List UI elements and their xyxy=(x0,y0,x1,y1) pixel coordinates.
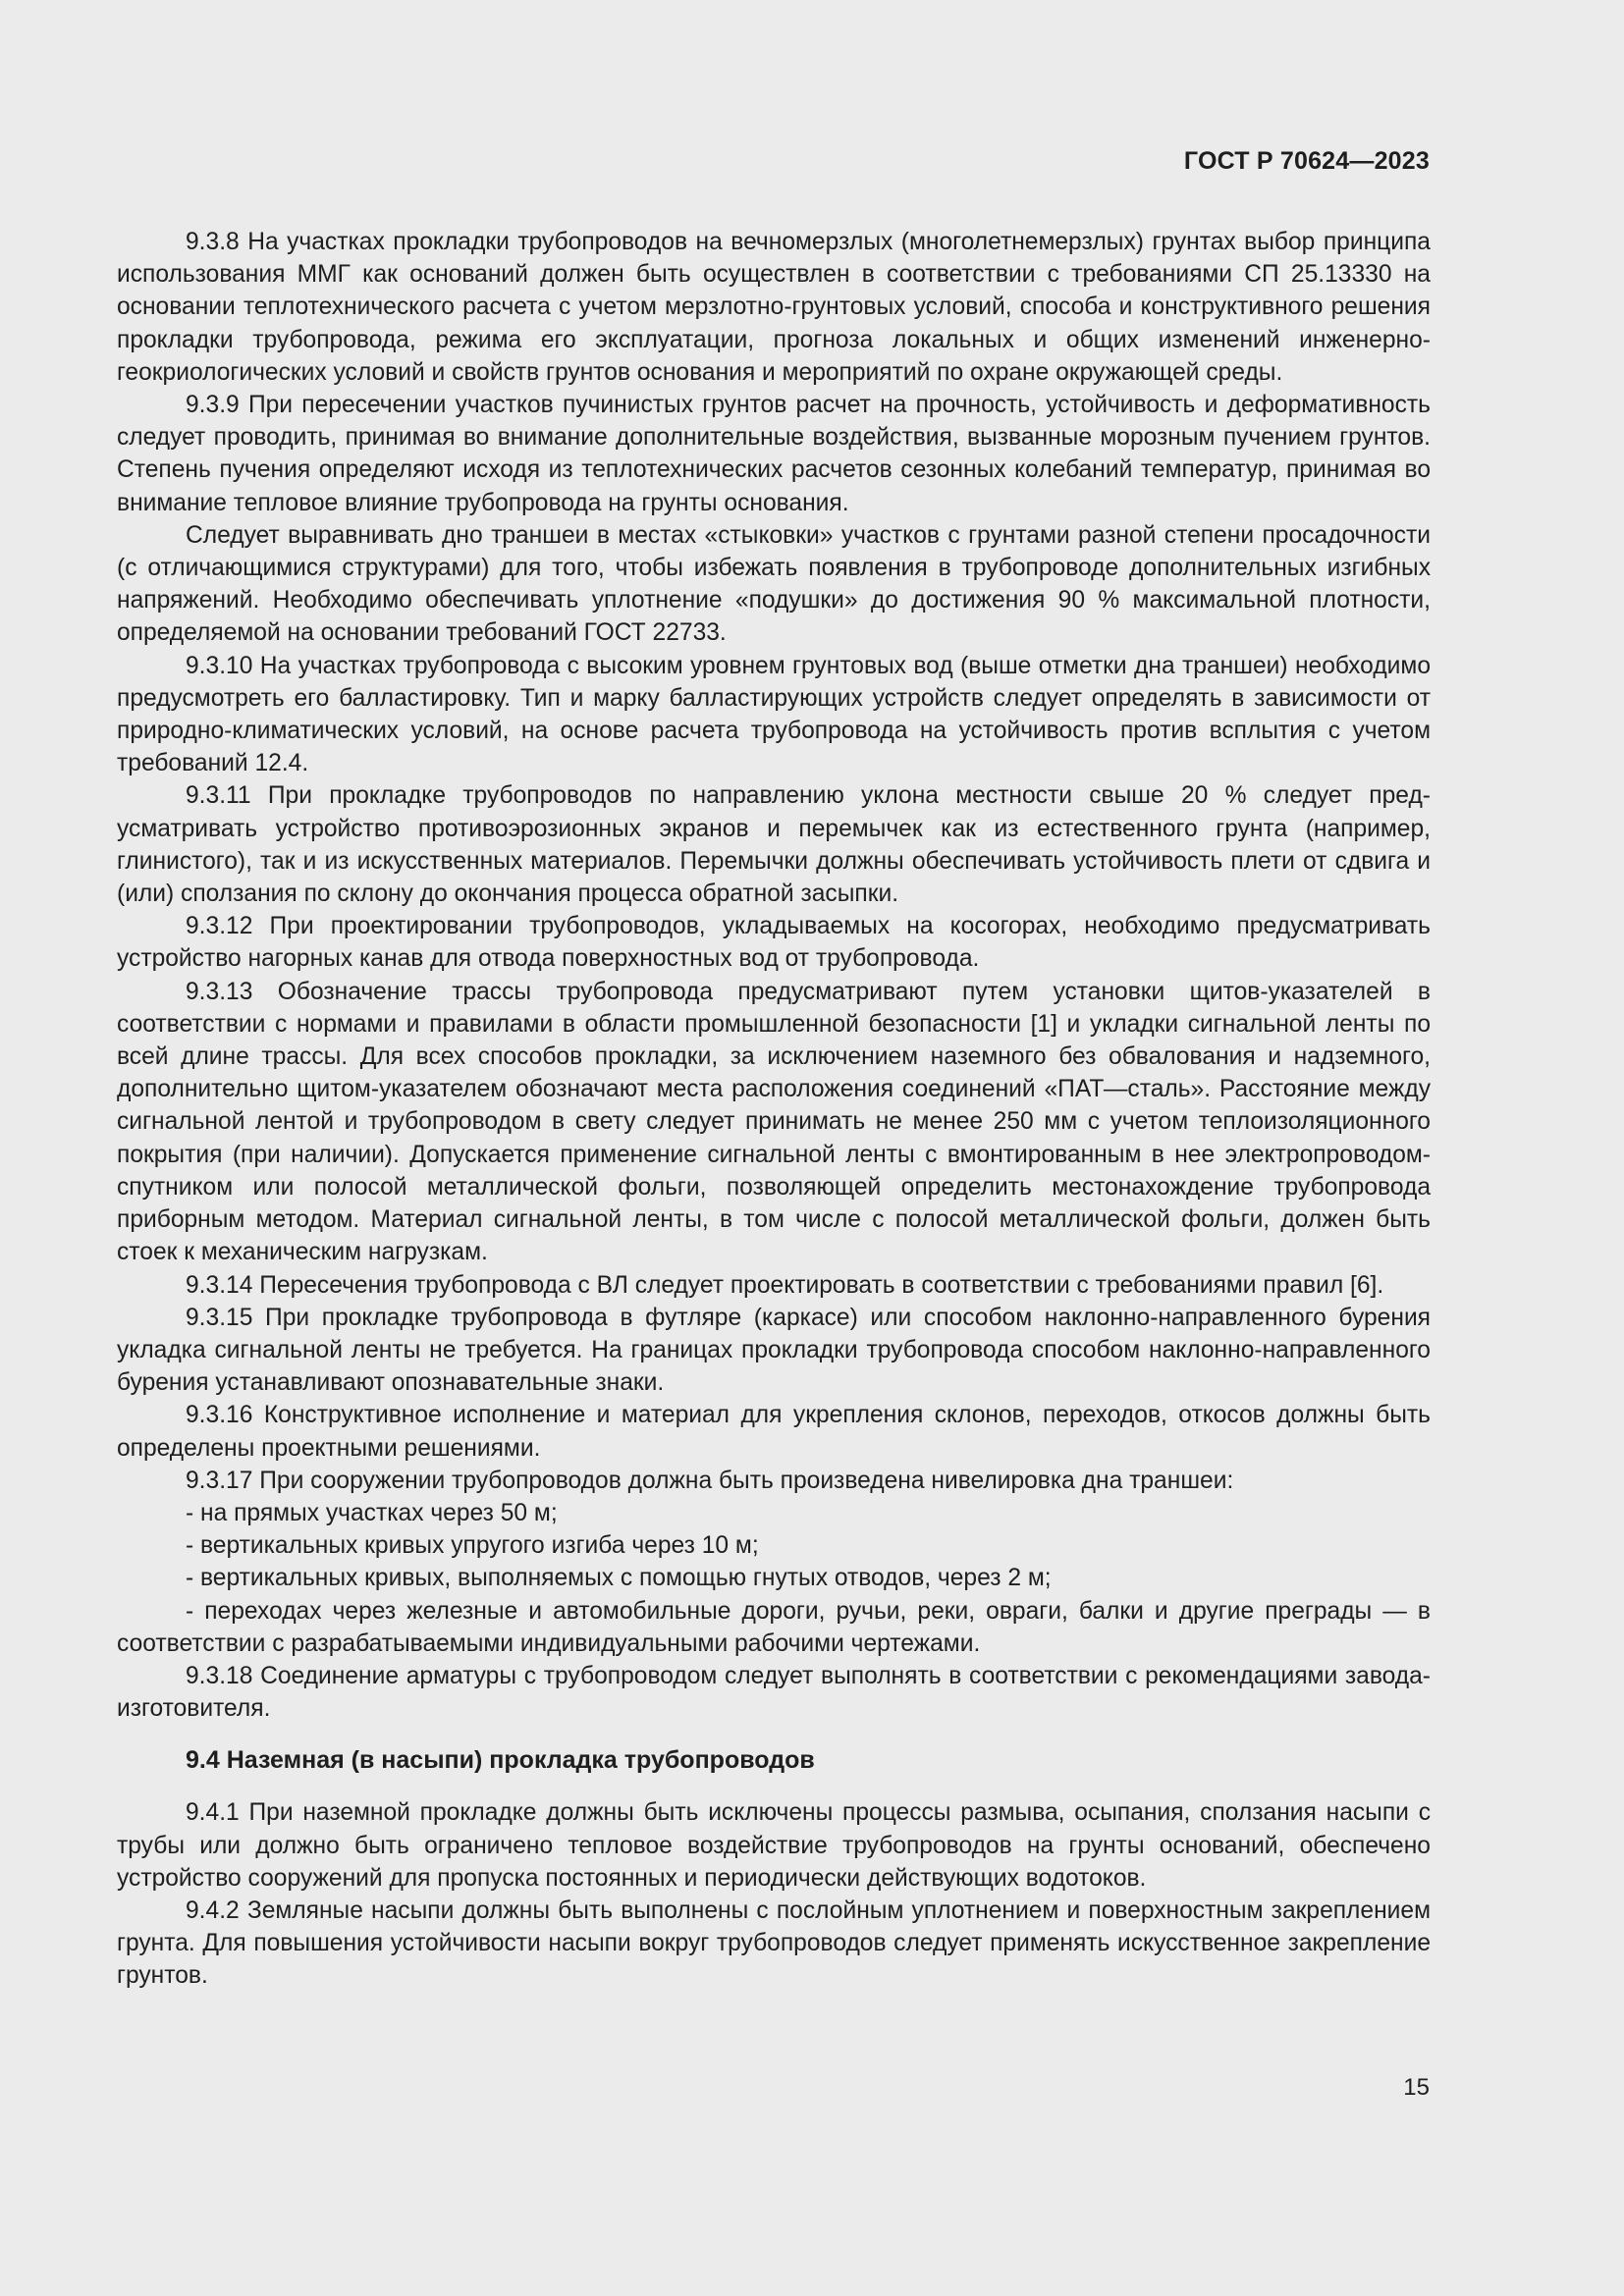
paragraph-9-3-13: 9.3.13 Обозначение трассы трубопровода предусматривают путем установки щитов-указателей в соответствии с нормами и правилами в области промышленной безопасности [1] и укладки сигнальной ленты по всей длине трассы. Для всех способов прокладки, за исключением наземного без обвалования и надземного, дополнительно щитом-указателем обозначают места расположения соединений «ПАТ—сталь». Расстояние между сигнальной лентой и трубопроводом в свету следует принимать не менее 250 мм с учетом теплоизоляционного покрытия (при наличии). Допускается применение сигнальной ленты с вмонтированным в нее электропроводом-спутником или полосой металлической фольги, позволяющей определить местонахождение трубопровода приборным методом. Материал сигнальной ленты, в том числе с полосой металлической фольги, должен быть стоек к механическим нагрузкам. xyxy=(117,978,1431,1266)
paragraph-9-3-15: 9.3.15 При прокладке трубопровода в футляре (каркасе) или способом наклонно-направленного бурения укладка сигнальной ленты не требуется. На границах прокладки трубопровода способом наклонно-направленного бурения устанавливают опознавательные знаки. xyxy=(117,1304,1431,1397)
paragraph-trench-leveling: Следует выравнивать дно траншеи в местах «стыковки» участков с грунтами разной степени просадочности (с отличающимися структурами) для того, чтобы избежать появления в трубопроводе дополнительных изгибных напряжений. Необходимо обеспечивать уплотнение «подушки» до достижения 90 % максимальной плотности, определяемой на основании требований ГОСТ 22733. xyxy=(117,521,1431,647)
paragraph-9-4-1: 9.4.1 При наземной прокладке должны быть исключены процессы размыва, осыпания, сползания насыпи с трубы или должно быть ограничено тепловое воздействие трубопроводов на грунты оснований, обеспечено устройство сооружений для пропуска постоянных и периодически действующих водотоков. xyxy=(117,1799,1431,1892)
paragraph-9-4-2: 9.4.2 Земляные насыпи должны быть выполнены с послойным уплотнением и поверхностным закреплением грунта. Для повышения устойчивости насыпи вокруг трубопроводов следует применять искусственное закрепление грунтов. xyxy=(117,1896,1431,1990)
document-body xyxy=(117,226,1431,1993)
list-item-elastic-bends: - вертикальных кривых упругого изгиба через 10 м; xyxy=(186,1532,759,1560)
list-item-bent-fittings: - вертикальных кривых, выполняемых с помощью гнутых отводов, через 2 м; xyxy=(186,1565,1052,1592)
paragraph-9-3-9: 9.3.9 При пересечении участков пучинистых грунтов расчет на прочность, устойчивость и деформативность следует проводить, принимая во внимание дополнительные воздействия, вызванные морозным пучением грунтов. Степень пучения определяют исходя из теплотехнических расчетов сезонных колебаний температур, принимая во внимание тепловое влияние трубопровода на грунты основания. xyxy=(117,392,1431,516)
list-item-straight-sections: - на прямых участках через 50 м; xyxy=(186,1499,558,1526)
paragraph-9-3-16: 9.3.16 Конструктивное исполнение и материал для укрепления склонов, переходов, откосов должны быть определены проектными решениями. xyxy=(117,1402,1431,1462)
paragraph-9-3-17: 9.3.17 При сооружении трубопроводов должна быть произведена нивелировка дна траншеи: xyxy=(186,1467,1234,1494)
paragraph-9-3-14: 9.3.14 Пересечения трубопровода с ВЛ следует проектировать в соответствии с требованиями правил [6]. xyxy=(186,1271,1384,1299)
paragraph-9-3-8: 9.3.8 На участках прокладки трубопроводов на вечномерзлых (многолетнемерзлых) грунтах выбор принципа использования ММГ как оснований должен быть осуществлен в соответствии с требованиями СП 25.13330 на основании теплотехнического расчета с учетом мерзлотно-грунтовых условий, способа и конструктивного решения прокладки трубопровода, режима его эксплуатации, прогноза локальных и общих изменений инженерно-геокриологических условий и свойств грунтов основания и мероприятий по охране окружающей среды. xyxy=(117,229,1431,386)
paragraph-9-3-12: 9.3.12 При проектировании трубопроводов, укладываемых на косогорах, необходимо предусматривать устройство нагорных канав для отвода поверхностных вод от трубопровода. xyxy=(117,913,1431,973)
paragraph-9-3-11: 9.3.11 При прокладке трубопроводов по направлению уклона местности свыше 20 % следует предусматривать устройство противоэрозионных экранов и перемычек как из естественного грунта (например, глинистого), так и из искусственных материалов. Перемычки должны обеспечивать устойчивость плети от сдвига и (или) сползания по склону до окончания процесса обратной засыпки. xyxy=(117,782,1431,908)
paragraph-9-3-18: 9.3.18 Соединение арматуры с трубопроводом следует выполнять в соответствии с рекомендациями завода-изготовителя. xyxy=(117,1662,1431,1723)
list-item-crossings: - переходах через железные и автомобильные дороги, ручьи, реки, овраги, балки и другие преграды — в соответствии с разрабатываемыми индивидуальными рабочими чертежами. xyxy=(117,1597,1431,1657)
section-heading-9-4: 9.4 Наземная (в насыпи) прокладка трубопроводов xyxy=(186,1746,815,1775)
page-number: 15 xyxy=(1403,2074,1430,2101)
standard-header: ГОСТ Р 70624—2023 xyxy=(1183,147,1430,175)
paragraph-9-3-10: 9.3.10 На участках трубопровода с высоким уровнем грунтовых вод (выше отметки дна траншеи) необходимо предусмотреть его балластировку. Тип и марку балластирующих устройств следует определять в зависимости от природно-климатических условий, на основе расчета трубопровода на устойчивость против всплытия с учетом требований 12.4. xyxy=(117,652,1431,777)
